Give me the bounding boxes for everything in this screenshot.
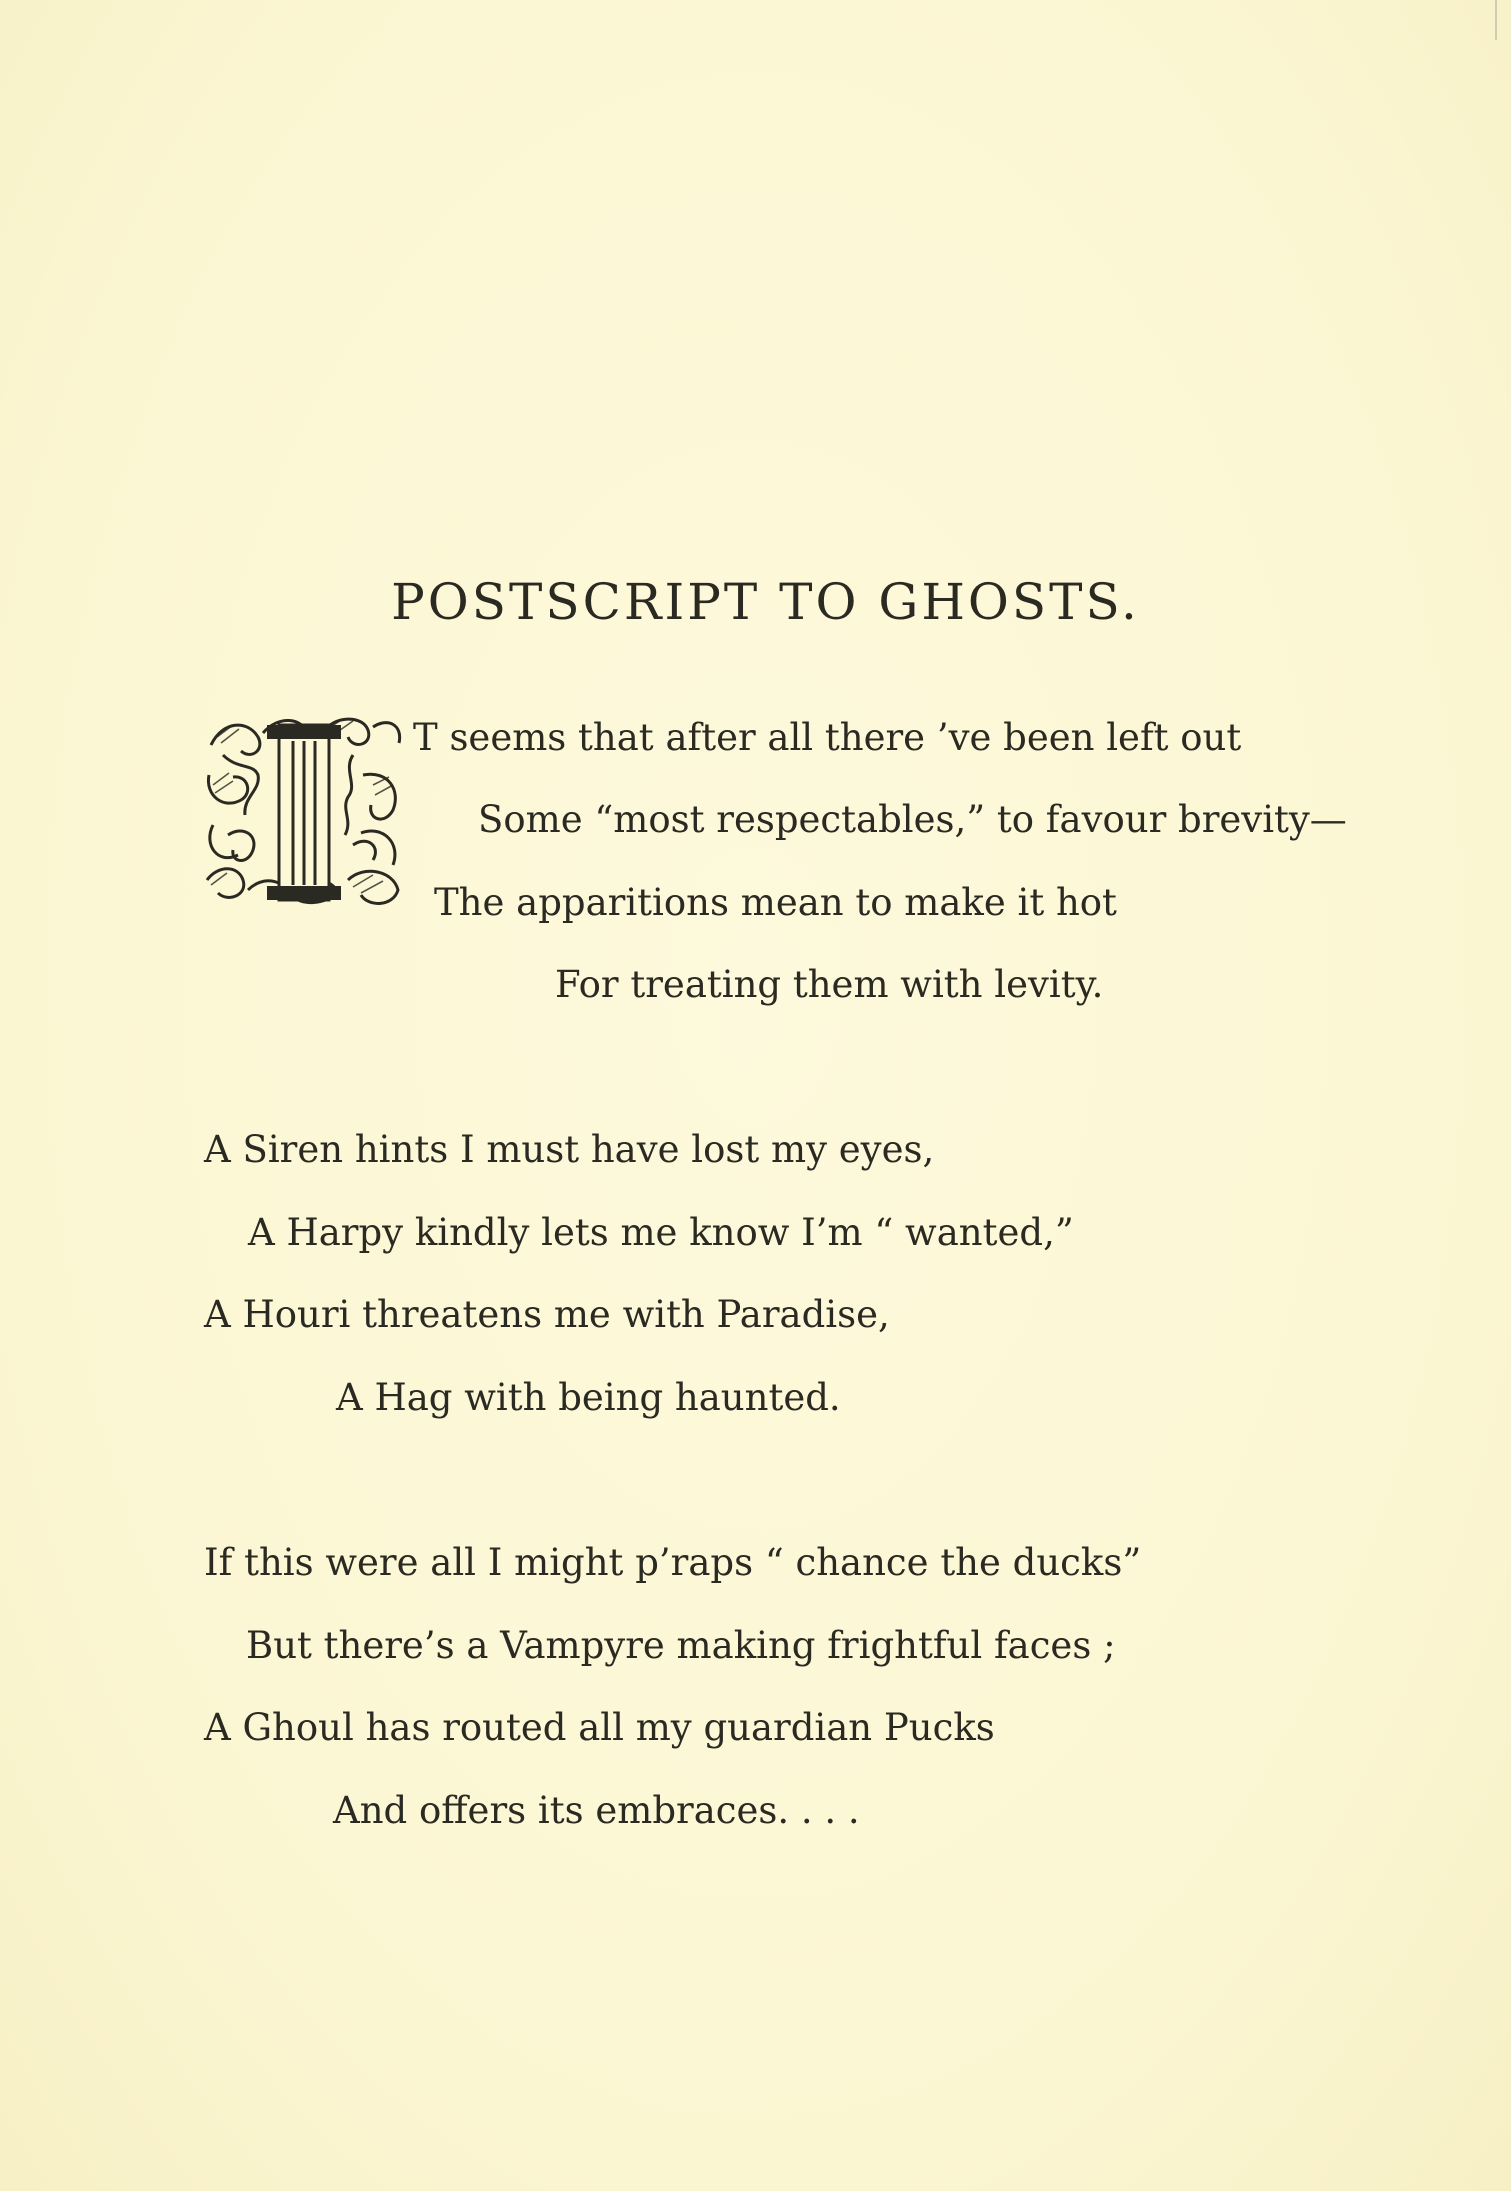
stanza-1-line-1: T seems that after all there ’ve been left out — [413, 716, 1242, 759]
page-title: POSTSCRIPT TO GHOSTS. — [391, 573, 1140, 631]
stanza-2-line-1: A Siren hints I must have lost my eyes, — [204, 1128, 935, 1171]
ornamental-dropcap-i — [203, 715, 405, 912]
page-edge-mark — [1495, 0, 1497, 40]
stanza-2-line-2: A Harpy kindly lets me know I’m “ wanted,” — [248, 1211, 1074, 1254]
stanza-1-line-4: For treating them with levity. — [555, 963, 1104, 1006]
stanza-2-line-4: A Hag with being haunted. — [336, 1376, 841, 1419]
stanza-3-line-4: And offers its embraces. . . . — [333, 1789, 860, 1832]
stanza-1-line-2: Some “most respectables,” to favour brevity— — [478, 798, 1347, 841]
stanza-1-line-3: The apparitions mean to make it hot — [434, 881, 1117, 924]
stanza-3-line-2: But there’s a Vampyre making frightful faces ; — [246, 1624, 1116, 1667]
stanza-3-line-3: A Ghoul has routed all my guardian Pucks — [204, 1706, 995, 1749]
stanza-3-line-1: If this were all I might p’raps “ chance the ducks” — [204, 1541, 1142, 1584]
stanza-2-line-3: A Houri threatens me with Paradise, — [204, 1293, 890, 1336]
